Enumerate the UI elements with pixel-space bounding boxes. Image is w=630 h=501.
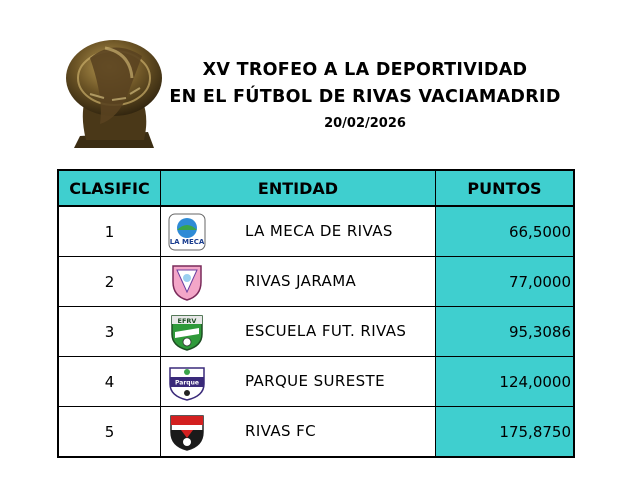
column-header-rank: CLASIFIC	[58, 170, 161, 206]
la-meca-badge-icon	[167, 212, 207, 252]
rank-cell: 5	[58, 407, 161, 458]
entity-name: PARQUE SURESTE	[245, 372, 385, 390]
table-row	[58, 407, 574, 458]
rank-cell: 2	[58, 257, 161, 307]
rank-cell: 1	[58, 206, 161, 257]
entity-cell	[161, 357, 436, 407]
title-line-1: XV TROFEO A LA DEPORTIVIDAD	[202, 60, 528, 80]
points-cell: 124,0000	[436, 357, 575, 407]
table-header-row	[58, 170, 574, 206]
rivas-jarama-shield-icon	[167, 262, 207, 302]
entity-name: ESCUELA FUT. RIVAS	[245, 322, 407, 340]
entity-cell	[161, 257, 436, 307]
points-cell: 175,8750	[436, 407, 575, 458]
column-header-entity: ENTIDAD	[161, 170, 436, 206]
entity-cell	[161, 407, 436, 458]
table-row	[58, 206, 574, 257]
table-row	[58, 307, 574, 357]
entity-name: RIVAS FC	[245, 422, 317, 440]
title-line-2: EN EL FÚTBOL DE RIVAS VACIAMADRID	[169, 87, 561, 107]
classification-table	[57, 169, 575, 458]
rank-cell: 4	[58, 357, 161, 407]
rivas-fc-shield-icon	[167, 412, 207, 452]
entity-name: LA MECA DE RIVAS	[245, 222, 393, 240]
parque-sureste-crest-icon	[167, 362, 207, 402]
column-header-points: PUNTOS	[436, 170, 575, 206]
trophy-image	[60, 28, 168, 152]
points-cell: 77,0000	[436, 257, 575, 307]
entity-name: RIVAS JARAMA	[245, 272, 357, 290]
entity-cell	[161, 206, 436, 257]
svg-text:LA MECA: LA MECA	[169, 238, 205, 246]
entity-cell	[161, 307, 436, 357]
report-date: 20/02/2026	[324, 116, 406, 131]
efrv-shield-icon	[167, 312, 207, 352]
rank-cell: 3	[58, 307, 161, 357]
svg-text:Parque: Parque	[175, 379, 199, 387]
points-cell: 95,3086	[436, 307, 575, 357]
table-row	[58, 257, 574, 307]
table-row	[58, 357, 574, 407]
svg-text:EFRV: EFRV	[177, 317, 197, 325]
points-cell: 66,5000	[436, 206, 575, 257]
